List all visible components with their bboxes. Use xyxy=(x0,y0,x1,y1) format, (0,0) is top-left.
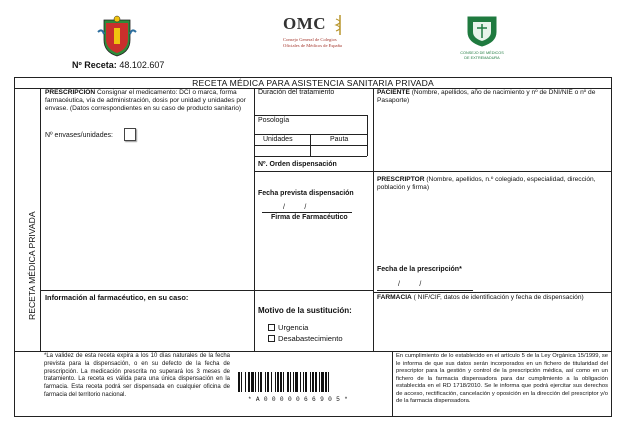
barcode-bar xyxy=(300,372,301,392)
urgencia-checkbox[interactable] xyxy=(268,324,275,331)
prescripcion-title: PRESCRIPCIÓN xyxy=(45,89,96,96)
prescripcion-block xyxy=(45,89,251,114)
receta-number-line xyxy=(72,60,164,71)
barcode-bar xyxy=(321,372,324,392)
duracion-label: Duración del tratamiento xyxy=(258,89,335,96)
barcode-bar xyxy=(310,372,311,392)
farmacia-title: FARMACIA xyxy=(377,294,412,301)
barcode-bar xyxy=(238,372,240,392)
prescriptor-title: PRESCRIPTOR xyxy=(377,176,425,183)
desabastecimiento-option[interactable] xyxy=(268,334,343,343)
farmacia-block xyxy=(377,294,602,302)
form-title: RECETA MÉDICA PARA ASISTENCIA SANITARIA PRIVADA xyxy=(192,78,434,88)
barcode-bar xyxy=(315,372,317,392)
barcode-bar xyxy=(280,372,282,392)
omc-subtitle: Consejo General de Colegios Oficiales de Médicos de España xyxy=(283,37,342,49)
urgencia-option[interactable] xyxy=(268,323,308,332)
barcode-bar xyxy=(248,372,250,392)
omc-logo xyxy=(283,14,363,60)
fecha-prescripcion-label: Fecha de la prescripción* xyxy=(377,266,462,273)
barcode-bar xyxy=(251,372,254,392)
desabastecimiento-label: Desabastecimiento xyxy=(278,334,343,343)
right-logo-caption: CONSEJO DE MÉDICOS DE EXTREMADURA xyxy=(460,51,504,60)
paciente-title: PACIENTE xyxy=(377,89,410,96)
right-emblem-logo xyxy=(462,14,502,58)
fecha-prescripcion-slashes: / / xyxy=(398,281,422,288)
barcode-bar xyxy=(283,372,284,392)
info-farmaceutico-label: Información al farmacéutico, en su caso: xyxy=(45,293,189,302)
barcode-bar xyxy=(241,372,242,392)
barcode-bar xyxy=(293,372,294,392)
receta-number: 48.102.607 xyxy=(119,60,165,70)
posologia-label: Posología xyxy=(258,117,290,124)
prescriptor-block xyxy=(377,176,602,192)
barcode-bar xyxy=(265,372,266,392)
caduceus-icon xyxy=(333,14,347,36)
barcode-bar xyxy=(275,372,276,392)
barcode-bar xyxy=(295,372,298,392)
barcode-text: * A 0 0 0 0 0 6 6 9 0 5 * xyxy=(247,396,349,404)
firma-farmaceutico-label: Firma de Farmacéutico xyxy=(271,214,348,221)
paciente-block xyxy=(377,89,602,105)
envases-checkbox[interactable] xyxy=(124,128,136,141)
pauta-label: Pauta xyxy=(330,136,349,143)
legal-text: En cumplimiento de lo establecido en el artículo 5 de la Ley Orgánica 15/1999, se le informa de que sus datos serán incorporados en un fichero de titularidad del prescriptor para la gestión y control de la prescripción médica, así como en un fichero de la farmacia dispensadora para dar cumplimiento a la obligación establecida en el RD 1718/2010. Se le informa que podrá ejercitar sus derechos de acceso, rectificación, cancelación y oposición en la dirección del prescriptor y/o de la farmacia dispensadora. xyxy=(396,353,608,405)
farmacia-text: ( NIF/CIF, datos de identificación y fecha de dispensación) xyxy=(413,294,584,301)
barcode-bar xyxy=(267,372,269,392)
barcode-bar xyxy=(277,372,279,392)
motivo-label: Motivo de la sustitución: xyxy=(258,306,352,315)
orden-label: Nº. Orden dispensación xyxy=(258,161,337,168)
paciente-text: (Nombre, apellidos, año de nacimiento y nº de DNI/NIE o nº de Pasaporte) xyxy=(377,89,596,105)
fecha-dispensacion-label: Fecha prevista dispensación xyxy=(258,190,354,197)
validez-text: *La validez de esta receta expira a los 10 días naturales de la fecha prevista para la dispensación, o en su defecto de la fecha de prescripción. La medicación prescrita no superará los 3 meses de tratamiento. La receta es válida para una única dispensación en la farmacia. Esta receta podrá ser dispensada en cualquier oficina de farmacia del territorio nacional. xyxy=(44,353,230,398)
unidades-label: Unidades xyxy=(263,136,293,143)
desabastecimiento-checkbox[interactable] xyxy=(268,335,275,342)
barcode-bars xyxy=(236,372,360,392)
barcode-bar xyxy=(328,372,329,392)
left-coat-of-arms-logo xyxy=(96,14,138,58)
barcode-bar xyxy=(325,372,327,392)
prescriptor-text: (Nombre, apellidos, n.º colegiado, especialidad, dirección, población y firma) xyxy=(377,176,596,192)
barcode-bar xyxy=(255,372,256,392)
barcode xyxy=(236,372,360,402)
urgencia-label: Urgencia xyxy=(278,323,309,332)
prescripcion-text: Consignar el medicamento: DCI o marca, forma farmacéutica, vía de administración, dosis por unidad y unidades por envase. (Datos correspondientes en su caso de producto sanitario) xyxy=(45,89,246,113)
receta-label: Nº Receta: xyxy=(72,60,117,70)
barcode-bar xyxy=(287,372,289,392)
side-label: RECETA MÉDICA PRIVADA xyxy=(27,211,37,320)
barcode-bar xyxy=(258,372,259,392)
barcode-bar xyxy=(260,372,262,392)
fecha-dispensacion-slashes: / / xyxy=(283,204,307,211)
barcode-bar xyxy=(271,372,272,392)
omc-logo-text: OMC xyxy=(283,14,327,33)
barcode-bar xyxy=(312,372,314,392)
barcode-bar xyxy=(319,372,320,392)
envases-row xyxy=(45,132,113,140)
barcode-bar xyxy=(303,372,304,392)
barcode-bar xyxy=(305,372,307,392)
barcode-bar xyxy=(290,372,291,392)
barcode-bar xyxy=(245,372,246,392)
envases-label: Nº envases/unidades: xyxy=(45,132,113,139)
